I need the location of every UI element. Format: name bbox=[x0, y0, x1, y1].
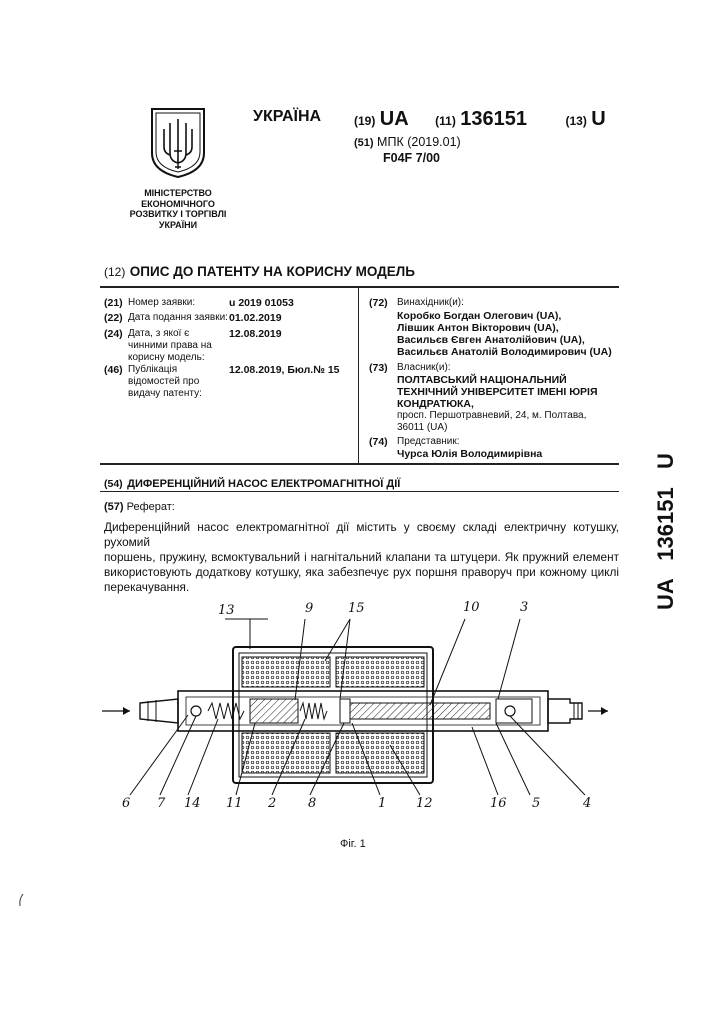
country-name: УКРАЇНА bbox=[253, 108, 322, 125]
pump-drawing bbox=[100, 595, 620, 820]
label-2: 2 bbox=[268, 796, 277, 811]
owner-name-1: ПОЛТАВСЬКИЙ НАЦІОНАЛЬНИЙ bbox=[397, 374, 567, 386]
label-12: 12 bbox=[416, 796, 433, 811]
label-9: 9 bbox=[305, 601, 314, 616]
ipc-line: (51) МПК (2019.01) bbox=[354, 135, 461, 149]
owner-address-1: просп. Першотравневий, 24, м. Полтава, bbox=[397, 410, 587, 421]
ipc-class: F04F 7/00 bbox=[383, 151, 440, 165]
representative-name: Чурса Юлія Володимирівна bbox=[397, 448, 543, 460]
stray-mark bbox=[18, 893, 24, 912]
middle-divider bbox=[100, 463, 619, 465]
abstract-text: Диференційний насос електромагнітної дії містить у своєму складі електричну котушку, рухомий поршень, пружину, всмоктувальний і нагнітальний клапани та штуцери. Як пружний елемент використовують додаткову котушку, яка забезпечує рух поршня праворуч при кожному циклі перекачування. bbox=[104, 520, 619, 594]
label-8: 8 bbox=[308, 796, 317, 811]
owner-name-3: КОНДРАТЮКА, bbox=[397, 398, 474, 410]
top-divider bbox=[100, 286, 619, 288]
document-title: (12) ОПИС ДО ПАТЕНТУ НА КОРИСНУ МОДЕЛЬ bbox=[104, 264, 415, 279]
figure-caption: Фіг. 1 bbox=[340, 838, 366, 850]
inventor-1: Коробко Богдан Олегович (UA), bbox=[397, 310, 562, 322]
abstract-heading: (57) Реферат: bbox=[104, 501, 175, 513]
label-14: 14 bbox=[184, 796, 201, 811]
label-16: 16 bbox=[490, 796, 507, 811]
label-7: 7 bbox=[157, 796, 166, 811]
label-13: 13 bbox=[218, 603, 235, 618]
patent-id-line: (19) UA (11) 136151 (13) U bbox=[354, 108, 606, 130]
owner-address-2: 36011 (UA) bbox=[397, 422, 448, 433]
label-11: 11 bbox=[226, 796, 243, 811]
inventor-3: Васильєв Євген Анатолійович (UA), bbox=[397, 334, 585, 346]
coat-of-arms-emblem bbox=[148, 107, 208, 179]
inventor-2: Лівшик Антон Вікторович (UA), bbox=[397, 322, 559, 334]
label-5: 5 bbox=[532, 796, 541, 811]
label-6: 6 bbox=[122, 796, 131, 811]
invention-title: (54) ДИФЕРЕНЦІЙНИЙ НАСОС ЕЛЕКТРОМАГНІТНОЇ ДІЇ bbox=[104, 478, 401, 490]
label-4: 4 bbox=[583, 796, 592, 811]
inventor-4: Васильєв Анатолій Володимирович (UA) bbox=[397, 346, 612, 358]
owner-name-2: ТЕХНІЧНИЙ УНІВЕРСИТЕТ ІМЕНІ ЮРІЯ bbox=[397, 386, 598, 398]
patent-number: 136151 bbox=[460, 108, 528, 130]
ministry-name: МІНІСТЕРСТВО ЕКОНОМІЧНОГО РОЗВИТКУ І ТОРГІВЛІ УКРАЇНИ bbox=[129, 188, 227, 230]
label-3: 3 bbox=[520, 600, 529, 615]
side-patent-id: UA 136151 U bbox=[653, 453, 678, 610]
column-divider bbox=[358, 288, 359, 463]
label-1: 1 bbox=[378, 796, 387, 811]
label-10: 10 bbox=[463, 600, 480, 615]
invention-divider bbox=[100, 491, 619, 492]
label-15: 15 bbox=[348, 601, 365, 616]
